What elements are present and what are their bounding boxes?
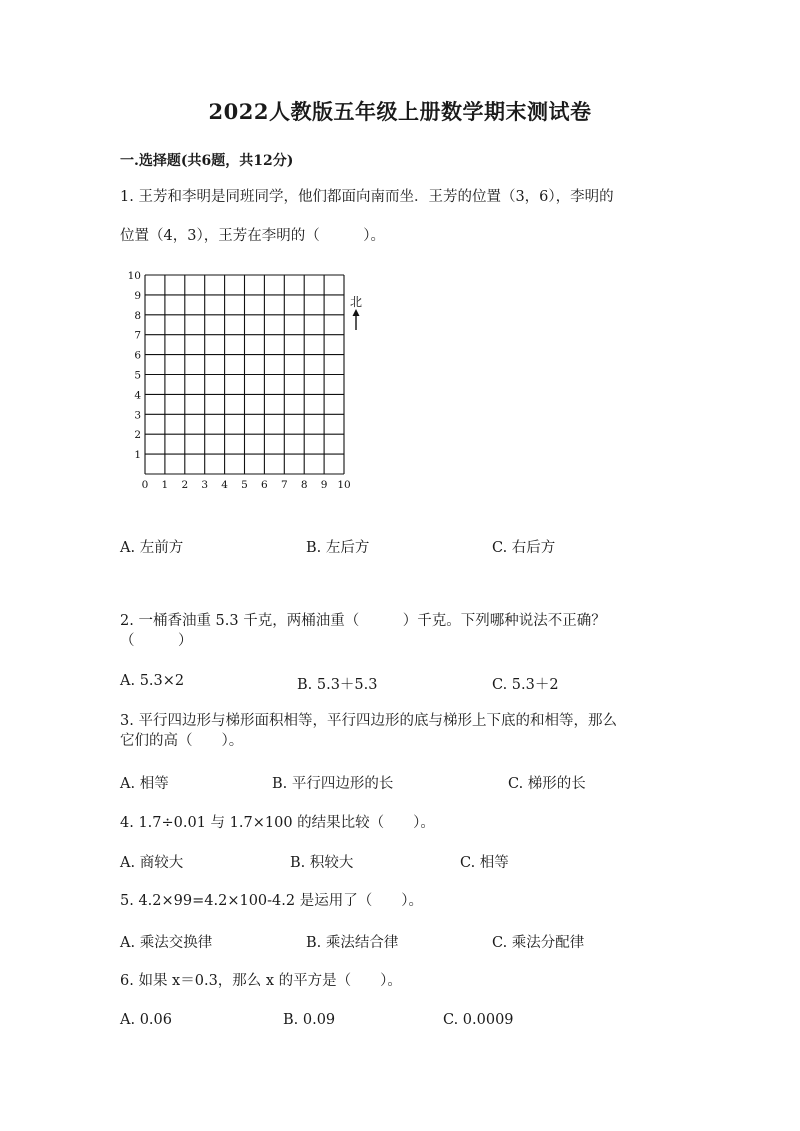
- y-tick-label: 8: [134, 309, 141, 322]
- page-title: 2022人教版五年级上册数学期末测试卷: [208, 99, 592, 124]
- x-tick-label: 2: [181, 479, 189, 491]
- q1-option-a[interactable]: A. 左前方: [120, 540, 184, 556]
- question-text-line: 5. 4.2×99=4.2×100-4.2 是运用了（ ）。: [120, 893, 423, 909]
- question-3: [120, 711, 617, 751]
- grid-lines: [145, 275, 344, 474]
- q1-option-c[interactable]: C. 右后方: [492, 540, 556, 556]
- x-tick-label: 0: [141, 479, 149, 491]
- q6-option-a[interactable]: A. 0.06: [120, 1012, 172, 1028]
- q4-option-c[interactable]: C. 相等: [460, 855, 509, 871]
- y-tick-label: 9: [134, 289, 141, 302]
- q2-option-b[interactable]: B. 5.3＋5.3: [297, 677, 378, 693]
- q4-option-a[interactable]: A. 商较大: [120, 855, 184, 871]
- x-tick-label: 6: [261, 479, 268, 491]
- question-5: [120, 891, 423, 911]
- q2-option-c[interactable]: C. 5.3＋2: [492, 677, 559, 693]
- y-tick-label: 6: [134, 349, 141, 362]
- q5-option-c[interactable]: C. 乘法分配律: [492, 935, 585, 951]
- question-text-line: 1. 王芳和李明是同班同学，他们都面向南而坐．王芳的位置（3，6），李明的: [120, 189, 614, 205]
- q6-option-b[interactable]: B. 0.09: [283, 1012, 336, 1028]
- y-tick-label: 7: [134, 329, 141, 342]
- north-label: 北: [350, 295, 363, 309]
- north-arrow-head: [353, 309, 360, 316]
- q5-option-a[interactable]: A. 乘法交换律: [120, 935, 213, 951]
- question-text-line: 位置（4，3），王芳在李明的（ ）。: [120, 228, 385, 244]
- y-tick-label: 5: [134, 369, 141, 382]
- x-tick-label: 9: [320, 479, 328, 491]
- question-4: [120, 813, 435, 833]
- question-text-line: （ ）: [120, 633, 193, 649]
- q1-option-b[interactable]: B. 左后方: [306, 540, 370, 556]
- section-heading: 一.选择题(共6题，共12分): [120, 153, 294, 169]
- question-text-line: 2. 一桶香油重 5.3 千克，两桶油重（ ）千克。下列哪种说法不正确？: [120, 613, 606, 629]
- question-text-line: 3. 平行四边形与梯形面积相等，平行四边形的底与梯形上下底的和相等，那么: [120, 713, 617, 729]
- y-tick-label: 10: [127, 270, 141, 282]
- question-text-line: 4. 1.7÷0.01 与 1.7×100 的结果比较（ ）。: [120, 815, 435, 831]
- y-tick-label: 2: [134, 429, 141, 442]
- q5-option-b[interactable]: B. 乘法结合律: [306, 935, 399, 951]
- question-2: [120, 611, 606, 651]
- x-tick-label: 4: [221, 479, 228, 491]
- x-tick-label: 5: [241, 479, 248, 491]
- x-tick-label: 7: [280, 479, 288, 491]
- q3-option-c[interactable]: C. 梯形的长: [508, 776, 586, 792]
- x-tick-label: 3: [201, 479, 209, 491]
- q6-option-c[interactable]: C. 0.0009: [443, 1012, 514, 1028]
- question-text-line: 它们的高（ ）。: [120, 733, 244, 749]
- q4-option-b[interactable]: B. 积较大: [290, 855, 354, 871]
- y-tick-label: 4: [134, 389, 141, 402]
- q3-option-b[interactable]: B. 平行四边形的长: [272, 776, 394, 792]
- question-1: [120, 187, 614, 246]
- coordinate-grid: [118, 270, 368, 497]
- question-6: [120, 971, 402, 991]
- question-text-line: 6. 如果 x＝0.3，那么 x 的平方是（ ）。: [120, 973, 402, 989]
- q2-option-a[interactable]: A. 5.3×2: [120, 673, 185, 689]
- grid-labels: [128, 270, 351, 491]
- x-tick-label: 10: [337, 479, 351, 491]
- y-tick-label: 1: [134, 449, 141, 462]
- y-tick-label: 3: [134, 409, 141, 422]
- q3-option-a[interactable]: A. 相等: [120, 776, 169, 792]
- x-tick-label: 1: [161, 479, 169, 491]
- x-tick-label: 8: [300, 479, 308, 491]
